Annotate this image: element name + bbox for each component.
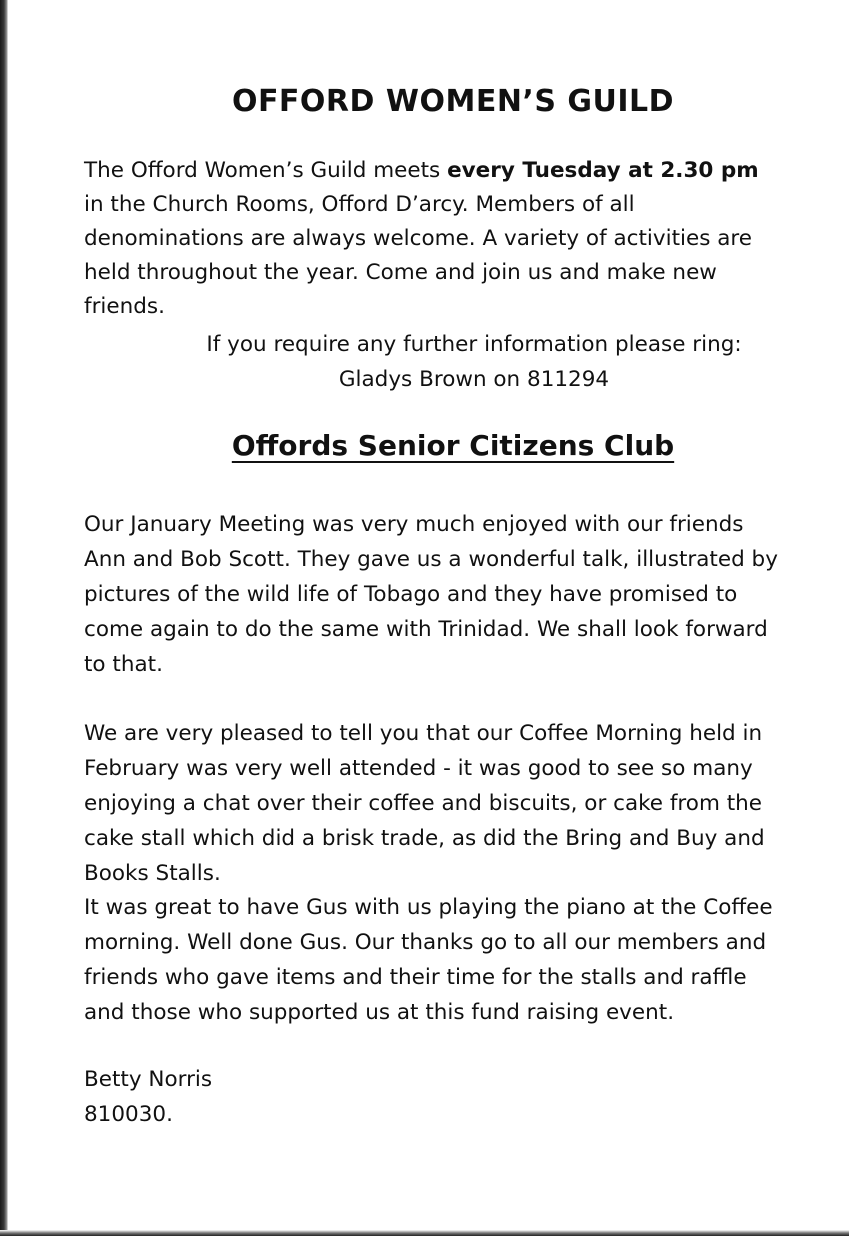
guild-info-line: If you require any further information please ring: [206, 332, 742, 357]
guild-text-line: friends. [84, 294, 165, 319]
club-text-line: pictures of the wild life of Tobago and they have promised to [84, 582, 738, 607]
guild-contact-line: Gladys Brown on 811294 [338, 367, 610, 392]
club-text-line: We are very pleased to tell you that our Coffee Morning held in [84, 721, 763, 746]
guild-text-line: denominations are always welcome. A variety of activities are [84, 226, 753, 251]
club-text-line: to that. [84, 652, 163, 677]
club-text-line: and those who supported us at this fund raising event. [84, 1000, 675, 1025]
club-text-line: come again to do the same with Trinidad. We shall look forward [84, 617, 768, 642]
scan-shadow-bottom [0, 1230, 849, 1236]
club-title: Offords Senior Citizens Club [231, 429, 675, 462]
signature-name: Betty Norris [84, 1067, 213, 1092]
guild-intro-text: The Offord Women’s Guild meets [84, 158, 448, 183]
club-text-line: morning. Well done Gus. Our thanks go to all our members and [84, 930, 767, 955]
guild-title: OFFORD WOMEN’S GUILD [231, 84, 675, 119]
club-text-line: February was very well attended - it was good to see so many [84, 756, 753, 781]
signature-phone: 810030. [84, 1102, 173, 1127]
club-text-line: It was great to have Gus with us playing the piano at the Coffee [84, 895, 773, 920]
guild-text-line [84, 154, 759, 188]
guild-text-line: held throughout the year. Come and join us and make new [84, 260, 717, 285]
club-text-line: friends who gave items and their time for the stalls and raffle [84, 965, 747, 990]
club-text-line: Books Stalls. [84, 861, 221, 886]
club-text-line: enjoying a chat over their coffee and biscuits, or cake from the [84, 791, 763, 816]
club-text-line: Ann and Bob Scott. They gave us a wonderful talk, illustrated by [84, 547, 778, 572]
guild-text-line: in the Church Rooms, Offord D’arcy. Members of all [84, 192, 635, 217]
club-text-line: cake stall which did a brisk trade, as did the Bring and Buy and [84, 826, 765, 851]
meeting-time: every Tuesday at 2.30 pm [447, 158, 759, 183]
club-text-line: Our January Meeting was very much enjoyed with our friends [84, 512, 744, 537]
